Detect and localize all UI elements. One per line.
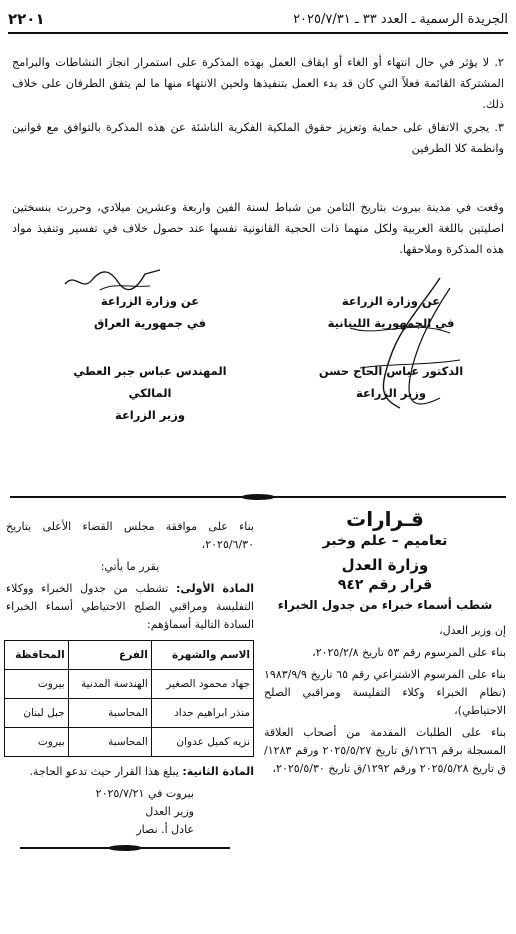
signatory-lebanon-title: وزير الزراعة xyxy=(355,386,427,400)
signer-name: عادل أ. نصار xyxy=(136,823,194,836)
closing-paragraph: وقعت في مدينة بيروت بتاريخ الثامن من شباط لسنة الفين واربعة وعشرين ميلادي، وحررت بنسختين اصليتين باللغة العربية ولكل منهما ذات الحجية القانونية نفسها عند حصول خلاف في تفسير وتنفيذ مواد هذه المذكرة وملاحقها. xyxy=(12,201,504,256)
preamble-4: بناء على الطلبات المقدمة من أصحاب العلاقة المسجلة برقم ١٢٦٦/ق تاريخ ٢٠٢٥/٥/٢٧ ورقم ١٢٨٣/ق تاريخ ٢٠٢٥/٥/٢٨ ورقم ١٢٩٢/ق تاريخ ٢٠٢٥/٥/٣٠، xyxy=(264,726,506,775)
agreement-text xyxy=(12,52,504,262)
signature-scribble-iraq xyxy=(60,262,170,298)
preamble-5: بناء على موافقة مجلس القضاء الأعلى بتاريخ ٢٠٢٥/٦/٣٠، xyxy=(6,520,254,551)
decides-line: يقرر ما يأتي: xyxy=(100,560,160,573)
clause-2: ٢. لا يؤثر في حال انتهاء أو الغاء أو ايقاف العمل بهذه المذكرة على استمرار انجاز النشاطات والبرامج المشتركة القائمة فعلاً التي كان قد بدء العمل بتنفيذها ولحين الانتهاء منها ما لم يتفق الطرفان على خلاف ذلك. xyxy=(12,56,504,111)
cell-name: منذر ابراهيم حداد xyxy=(151,699,253,728)
table-row xyxy=(5,728,254,757)
table-row xyxy=(5,699,254,728)
cell-branch: الهندسة المدنية xyxy=(68,670,151,699)
signatory-iraq xyxy=(50,290,250,426)
place-date: بيروت في ٢٠٢٥/٧/٢١ xyxy=(95,787,194,800)
signatory-lebanon-ministry: عن وزارة الزراعة xyxy=(341,294,441,308)
cell-governorate: بيروت xyxy=(5,670,69,699)
decision-column-right xyxy=(264,507,506,782)
cell-branch: المحاسبة xyxy=(68,728,151,757)
signatory-iraq-country: في جمهورية العراق xyxy=(93,316,206,330)
cell-name: جهاد محمود الصغير xyxy=(151,670,253,699)
signature-scribble-lebanon xyxy=(330,268,480,418)
signatory-iraq-ministry: عن وزارة الزراعة xyxy=(100,294,200,308)
cell-branch: المحاسبة xyxy=(68,699,151,728)
article-1-label: المادة الأولى: xyxy=(175,582,254,595)
preamble-2: بناء على المرسوم رقم ٥٣ تاريخ ٢٠٢٥/٢/٨، xyxy=(312,646,506,659)
cell-governorate: بيروت xyxy=(5,728,69,757)
column-header-governorate: المحافظة xyxy=(5,641,69,670)
signer-title: وزير العدل xyxy=(145,805,194,818)
section-heading: قـرارات xyxy=(346,507,424,531)
signatory-iraq-name: المهندس عباس جبر العطي المالكي xyxy=(73,364,227,400)
end-divider xyxy=(20,845,230,851)
signatory-lebanon-name: الدكتور عباس الحاج حسن xyxy=(318,364,464,378)
page-number: ٢٢٠١ xyxy=(8,10,45,28)
preamble-3: بناء على المرسوم الاشتراعي رقم ٦٥ تاريخ ١٩٨٣/٩/٩ (نظام الخبراء وكلاء التفليسة ومراقبي الصلح الاحتياطي)، xyxy=(264,668,506,717)
section-subheading: تعاميم – علم وخبر xyxy=(322,533,448,549)
page-header xyxy=(8,8,508,34)
table-header-row xyxy=(5,641,254,670)
experts-table xyxy=(4,640,254,757)
publication-title: الجريدة الرسمية ـ العدد ٣٣ ـ ٢٠٢٥/٧/٣١ xyxy=(293,11,508,27)
decision-column-left xyxy=(6,518,254,839)
article-1-text: تشطب من جدول الخبراء ووكلاء التفليسة ومراقبي الصلح الاحتياطي أسماء الخبراء السادة التالية أسماؤهم: xyxy=(6,582,254,631)
ministry-title: وزارة العدل xyxy=(341,556,429,574)
signatory-iraq-title: وزير الزراعة xyxy=(114,408,186,422)
column-header-branch: الفرع xyxy=(68,641,151,670)
cell-name: نزيه كميل عدوان xyxy=(151,728,253,757)
column-header-name: الاسم والشهرة xyxy=(151,641,253,670)
preamble-1: إن وزير العدل، xyxy=(439,624,506,637)
clause-3: ٣. يجري الاتفاق على حماية وتعزيز حقوق الملكية الفكرية الناشئة عن هذه المذكرة بالتوافق مع قوانين وانظمة كلا الطرفين xyxy=(12,121,504,155)
article-2-label: المادة الثانية: xyxy=(182,765,254,778)
section-divider xyxy=(10,494,506,500)
signatory-lebanon-country: في الجمهورية اللبنانية xyxy=(327,316,455,330)
decision-number: قرار رقم ٩٤٢ xyxy=(337,577,433,593)
decision-subject: شطب أسماء خبراء من جدول الخبراء xyxy=(277,598,493,612)
article-2-text: يبلغ هذا القرار حيث تدعو الحاجة. xyxy=(29,765,179,778)
decision-signature xyxy=(6,785,194,839)
table-row xyxy=(5,670,254,699)
cell-governorate: جبل لبنان xyxy=(5,699,69,728)
